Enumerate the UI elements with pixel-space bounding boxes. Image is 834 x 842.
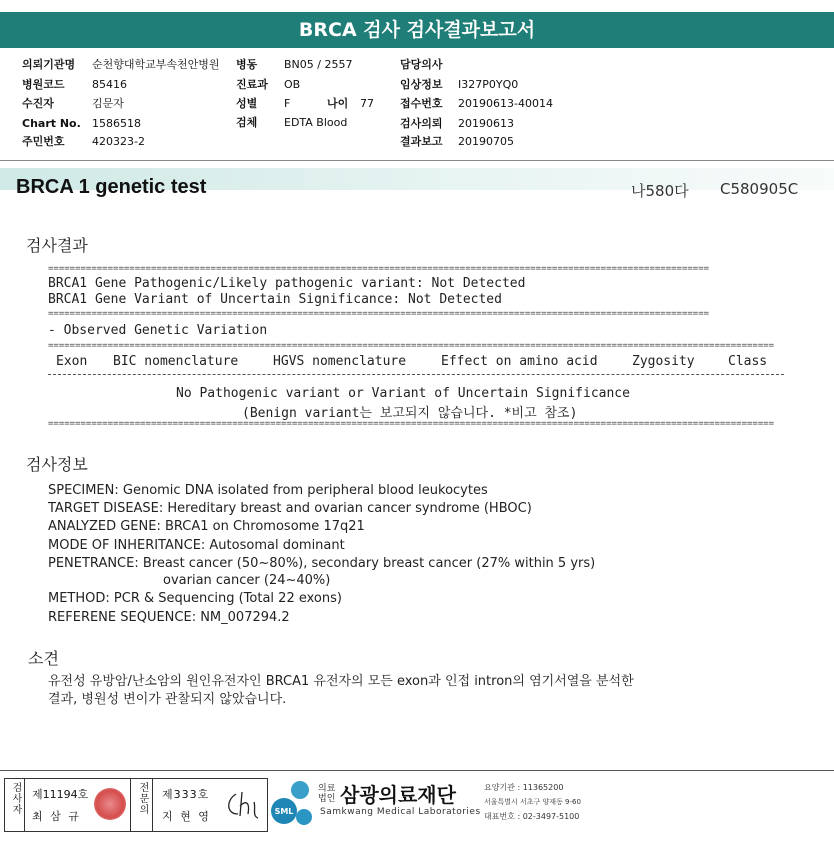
report-value: 20190705 <box>458 135 514 148</box>
test-code-2: C580905C <box>720 180 799 198</box>
tester-license: 제11194호 <box>32 788 89 801</box>
col-effect: Effect on amino acid <box>441 354 598 369</box>
tester-vertical-label: 검사자 <box>10 782 21 815</box>
receipt-no-value: 20190613-40014 <box>458 97 553 110</box>
info-inheritance: MODE OF INHERITANCE: Autosomal dominant <box>48 538 345 553</box>
ward-value: BN05 / 2557 <box>284 58 353 71</box>
test-title: BRCA 1 genetic test <box>16 176 207 198</box>
result-line-vus: BRCA1 Gene Variant of Uncertain Significance: Not Detected <box>48 292 502 307</box>
sex-label: 성별 <box>236 97 258 110</box>
info-target-disease: TARGET DISEASE: Hereditary breast and ovarian cancer syndrome (HBOC) <box>48 501 532 516</box>
signature-divider <box>24 778 25 832</box>
org-english-name: Samkwang Medical Laboratories <box>320 807 481 817</box>
table-header-rule <box>48 374 784 375</box>
result-heading: 검사결과 <box>26 236 88 255</box>
clinical-info-value: I327P0YQ0 <box>458 78 519 91</box>
examinee-value: 김문자 <box>92 97 124 110</box>
no-variant-line: No Pathogenic variant or Variant of Uncertain Significance <box>176 386 630 401</box>
info-method: METHOD: PCR & Sequencing (Total 22 exons) <box>48 591 342 606</box>
chart-no-label: Chart No. <box>22 117 81 130</box>
footer-divider <box>0 770 834 771</box>
org-type: 의료 법인 <box>318 784 336 804</box>
col-exon: Exon <box>56 354 88 369</box>
resident-no-label: 주민번호 <box>22 135 65 148</box>
specialist-vertical-label: 전문의 <box>137 782 148 815</box>
opinion-text-2: 결과, 병원성 변이가 관찰되지 않았습니다. <box>48 692 287 707</box>
result-line-pathogenic: BRCA1 Gene Pathogenic/Likely pathogenic variant: Not Detected <box>48 276 526 291</box>
dept-label: 진료과 <box>236 78 268 91</box>
age-value: 77 <box>360 97 374 110</box>
org-name: 삼광의료재단 <box>340 783 456 807</box>
divider-dashes: ========================================================================================================================== <box>48 266 710 272</box>
hospital-code-label: 병원코드 <box>22 78 65 91</box>
request-label: 검사의뢰 <box>400 117 443 130</box>
sml-logo-icon <box>270 779 316 829</box>
col-zygosity: Zygosity <box>632 354 695 369</box>
opinion-heading: 소견 <box>28 649 59 668</box>
signature-divider <box>152 778 153 832</box>
info-penetrance-ovarian: ovarian cancer (24~40%) <box>163 573 331 588</box>
institution-label: 의뢰기관명 <box>22 58 76 71</box>
info-reference: REFERENE SEQUENCE: NM_007294.2 <box>48 610 290 625</box>
org-agency-code: 요양기관 : 11365200 <box>484 783 564 792</box>
request-value: 20190613 <box>458 117 514 130</box>
specimen-value: EDTA Blood <box>284 116 348 129</box>
institution-value: 순천향대학교부속천안병원 <box>92 58 220 71</box>
specialist-signature-icon <box>222 784 262 824</box>
divider-dashes: ====================================================================================================================================== <box>48 343 775 349</box>
report-label: 결과보고 <box>400 135 443 148</box>
org-address: 서울특별시 서초구 양재동 9-60 <box>484 798 581 806</box>
examinee-label: 수진자 <box>22 97 54 110</box>
tester-name: 최 삼 규 <box>32 810 81 823</box>
tester-seal-icon <box>94 788 126 820</box>
col-bic: BIC nomenclature <box>113 354 239 369</box>
benign-note-line: (Benign variant는 보고되지 않습니다. *비고 참조) <box>242 406 578 421</box>
hospital-code-value: 85416 <box>92 78 127 91</box>
observed-variation-label: - Observed Genetic Variation <box>48 323 268 338</box>
divider-dashes: ====================================================================================================================================== <box>48 421 775 427</box>
specialist-name: 지 현 영 <box>162 810 211 823</box>
info-specimen: SPECIMEN: Genomic DNA isolated from peripheral blood leukocytes <box>48 483 488 498</box>
receipt-no-label: 접수번호 <box>400 97 443 110</box>
ward-label: 병동 <box>236 58 258 71</box>
doctor-label: 담당의사 <box>400 58 443 71</box>
sex-value: F <box>284 97 291 110</box>
specialist-license: 제333호 <box>162 788 210 801</box>
org-phone: 대표번호 : 02-3497-5100 <box>484 812 580 821</box>
info-analyzed-gene: ANALYZED GENE: BRCA1 on Chromosome 17q21 <box>48 519 365 534</box>
col-hgvs: HGVS nomenclature <box>273 354 407 369</box>
info-heading: 검사정보 <box>26 455 88 474</box>
chart-no-value: 1586518 <box>92 117 141 130</box>
test-code-1: 나580다 <box>631 182 689 200</box>
signature-divider <box>130 778 131 832</box>
opinion-text-1: 유전성 유방암/난소암의 원인유전자인 BRCA1 유전자의 모든 exon과 인접 intron의 염기서열을 분석한 <box>48 674 634 689</box>
resident-no-value: 420323-2 <box>92 135 145 148</box>
info-penetrance: PENETRANCE: Breast cancer (50~80%), secondary breast cancer (27% within 5 yrs) <box>48 556 596 571</box>
divider-dashes: ========================================================================================================================== <box>48 311 710 317</box>
clinical-info-label: 임상정보 <box>400 78 443 91</box>
report-title: BRCA 검사 검사결과보고서 <box>0 12 834 48</box>
sml-logo-text: SML <box>274 807 294 816</box>
dept-value: OB <box>284 78 301 91</box>
col-class: Class <box>728 354 768 369</box>
age-label: 나이 <box>327 97 349 110</box>
specimen-label: 검체 <box>236 116 258 129</box>
header-divider <box>0 160 834 161</box>
